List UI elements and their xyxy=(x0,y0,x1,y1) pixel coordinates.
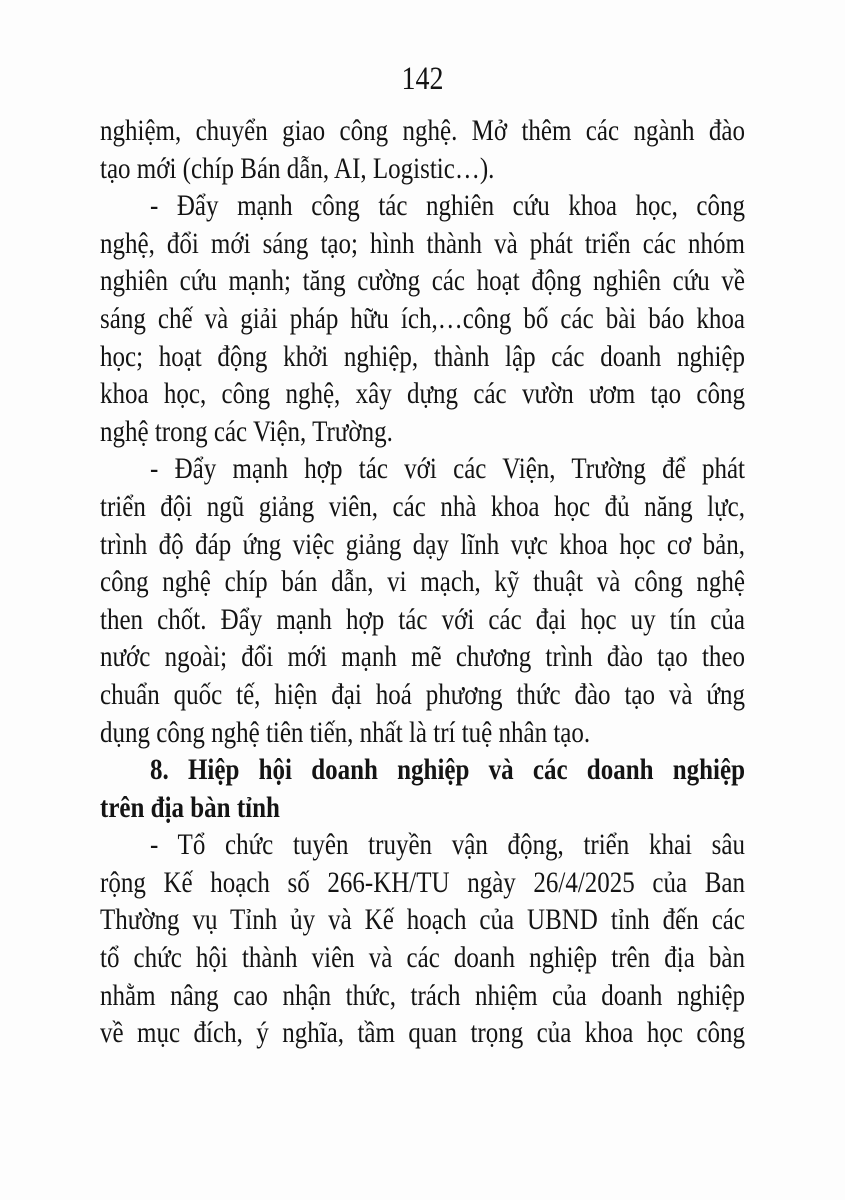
text-line: nhằm nâng cao nhận thức, trách nhiệm của doanh nghiệp xyxy=(100,979,745,1012)
text-line: sáng chế và giải pháp hữu ích,…công bố các bài báo khoa xyxy=(100,302,745,335)
text-line: rộng Kế hoạch số 266-KH/TU ngày 26/4/2025 của Ban xyxy=(100,866,745,899)
text-block xyxy=(100,114,745,1054)
page-number: 142 xyxy=(401,60,444,98)
text-line: học; hoạt động khởi nghiệp, thành lập các doanh nghiệp xyxy=(100,340,745,373)
text-line: - Tổ chức tuyên truyền vận động, triển khai sâu xyxy=(150,829,745,862)
text-line: Thường vụ Tỉnh ủy và Kế hoạch của UBND tỉnh đến các xyxy=(100,904,745,937)
text-line: nghệ trong các Viện, Trường. xyxy=(100,415,393,448)
section-heading-line: 8. Hiệp hội doanh nghiệp và các doanh nghiệp xyxy=(150,754,745,786)
text-line: nghiên cứu mạnh; tăng cường các hoạt động nghiên cứu về xyxy=(100,265,745,298)
text-line: khoa học, công nghệ, xây dựng các vườn ươm tạo công xyxy=(100,378,745,411)
text-line: tổ chức hội thành viên và các doanh nghiệp trên địa bàn xyxy=(100,942,745,974)
text-line: tạo mới (chíp Bán dẫn, AI, Logistic…). xyxy=(100,152,495,185)
text-line: triển đội ngũ giảng viên, các nhà khoa học đủ năng lực, xyxy=(100,490,745,523)
text-line: - Đẩy mạnh công tác nghiên cứu khoa học, công xyxy=(150,190,745,223)
text-line: dụng công nghệ tiên tiến, nhất là trí tuệ nhân tạo. xyxy=(100,716,591,749)
text-line: chuẩn quốc tế, hiện đại hoá phương thức đào tạo và ứng xyxy=(100,678,745,711)
text-line: nghệ, đổi mới sáng tạo; hình thành và phát triển các nhóm xyxy=(100,227,745,260)
text-line: công nghệ chíp bán dẫn, vi mạch, kỹ thuật và công nghệ xyxy=(100,566,745,599)
text-line: về mục đích, ý nghĩa, tầm quan trọng của khoa học công xyxy=(100,1017,745,1050)
text-line: nước ngoài; đổi mới mạnh mẽ chương trình đào tạo theo xyxy=(100,641,745,674)
section-heading-line: trên địa bàn tỉnh xyxy=(100,791,280,824)
text-line: then chốt. Đẩy mạnh hợp tác với các đại học uy tín của xyxy=(100,603,745,636)
text-line: nghiệm, chuyển giao công nghệ. Mở thêm các ngành đào xyxy=(100,115,745,147)
text-line: trình độ đáp ứng việc giảng dạy lĩnh vực khoa học cơ bản, xyxy=(100,528,745,561)
text-line: - Đẩy mạnh hợp tác với các Viện, Trường để phát xyxy=(150,453,745,486)
